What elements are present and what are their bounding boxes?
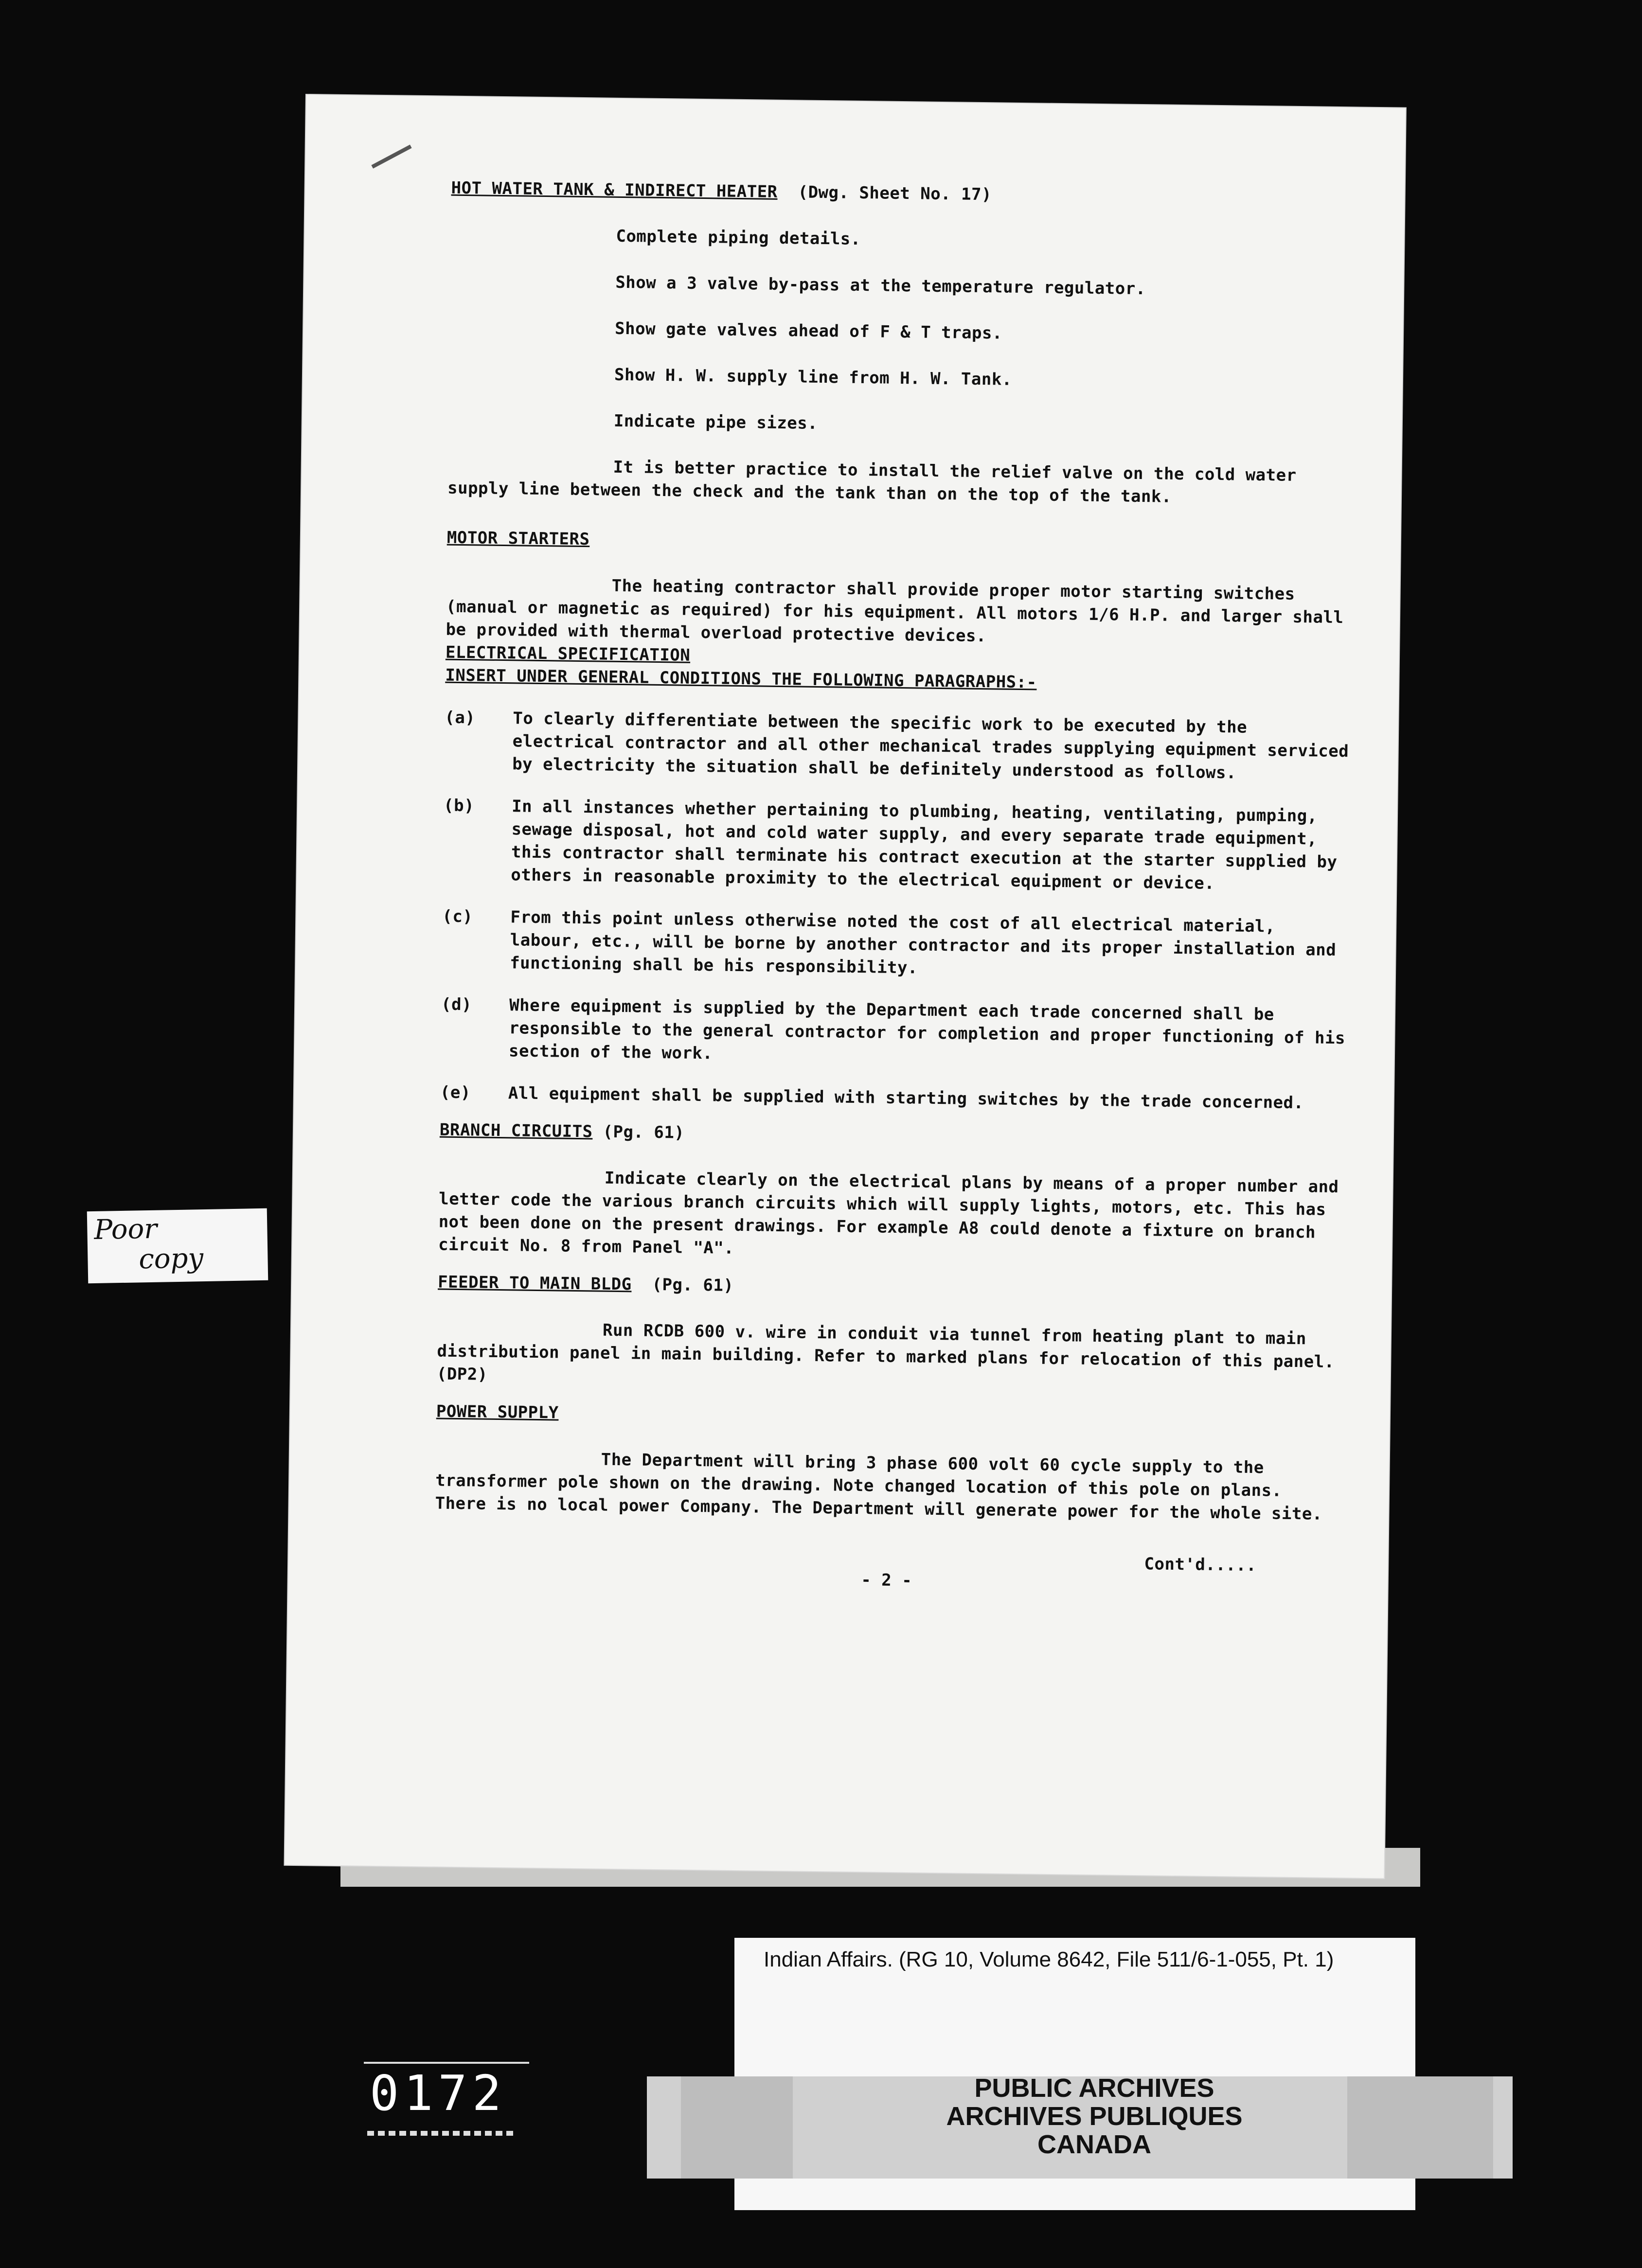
heading-ref: (Pg. 61) xyxy=(652,1275,734,1295)
section-heading-hot-water xyxy=(451,177,1356,211)
item-label: (c) xyxy=(442,906,473,927)
item-label: (b) xyxy=(443,796,475,816)
list-item: Show gate valves ahead of F & T traps. xyxy=(614,319,1003,343)
archives-stamp xyxy=(778,2074,1410,2159)
section-heading-electrical: ELECTRICAL SPECIFICATION xyxy=(445,642,691,665)
item-text: Where equipment is supplied by the Department each trade concerned shall be responsible to the general contractor for completion and proper functioning of his section of the work. xyxy=(508,995,1346,1063)
heading-text: FEEDER TO MAIN BLDG xyxy=(437,1272,632,1294)
feeder-paragraph: Run RCDB 600 v. wire in conduit via tunnel from heating plant to main distribution panel in main building. Refer to marked plans for relocation of this panel. (DP2) xyxy=(436,1320,1345,1384)
heading-ref: (Pg. 61) xyxy=(603,1122,685,1143)
item-text: To clearly differentiate between the specific work to be executed by the electrical contractor and all other mechanical trades supplying equipment serviced by electricity the situation shall be definitely understood as follows. xyxy=(512,709,1349,783)
archive-reference: Indian Affairs. (RG 10, Volume 8642, File 511/6-1-055, Pt. 1) xyxy=(764,1948,1334,1971)
item-text: In all instances whether pertaining to plumbing, heating, ventilating, pumping, sewage disposal, hot and cold water supply, and every separate trade equipment, this contractor shall terminate his contract execution at the starter supplied by others in reasonable proximity to the electrical equipment or device. xyxy=(511,797,1338,893)
film-sprockets xyxy=(367,2131,513,2136)
section-heading-branch xyxy=(440,1119,1344,1153)
relief-paragraph: It is better practice to install the relief valve on the cold water supply line between the check and the tank than on the top of the tank. xyxy=(447,457,1307,507)
power-paragraph: The Department will bring 3 phase 600 volt 60 cycle supply to the transformer pole shown on the drawing. Note changed location of this pole on plans. There is no local power Company. The Department will generate power for the whole site. xyxy=(435,1450,1323,1524)
heading-text: HOT WATER TANK & INDIRECT HEATER xyxy=(451,178,778,202)
list-item: Show a 3 valve by-pass at the temperature regulator. xyxy=(615,272,1146,299)
stamp-line-2: ARCHIVES PUBLIQUES xyxy=(946,2102,1243,2131)
frame-number: 0172 xyxy=(370,2065,506,2122)
sticker-line-1: Poor xyxy=(93,1213,158,1246)
list-item xyxy=(441,993,1346,1073)
document-page xyxy=(285,95,1406,1878)
heading-ref: (Dwg. Sheet No. 17) xyxy=(798,182,992,205)
band-left-block xyxy=(681,2076,793,2179)
list-item xyxy=(440,1081,1345,1116)
item-text: All equipment shall be supplied with starting switches by the trade concerned. xyxy=(508,1083,1304,1113)
motor-paragraph: The heating contractor shall provide proper motor starting switches (manual or magnetic as required) for his equipment. All motors 1/6 H.P. and larger shall be provided with thermal overload protective devices. xyxy=(446,576,1354,646)
stamp-line-1: PUBLIC ARCHIVES xyxy=(974,2073,1214,2103)
poor-copy-sticker xyxy=(87,1208,268,1283)
section-heading-feeder xyxy=(438,1271,1342,1305)
section-heading-motor: MOTOR STARTERS xyxy=(446,528,590,549)
stamp-line-3: CANADA xyxy=(1037,2130,1151,2159)
list-item: Complete piping details. xyxy=(616,226,861,249)
continued-note: Cont'd..... xyxy=(1144,1554,1257,1576)
list-item xyxy=(443,795,1348,897)
section-heading-power: POWER SUPPLY xyxy=(436,1401,559,1423)
list-item xyxy=(442,905,1347,985)
section-subheading-electrical: INSERT UNDER GENERAL CONDITIONS THE FOLLOWING PARAGRAPHS:- xyxy=(445,665,1037,692)
page-number: - 2 - xyxy=(861,1570,912,1591)
item-label: (a) xyxy=(445,708,476,728)
item-label: (e) xyxy=(440,1082,471,1103)
list-item: Show H. W. supply line from H. W. Tank. xyxy=(614,365,1013,390)
page-footer xyxy=(434,1554,1339,1597)
list-item xyxy=(444,707,1350,786)
sticker-line-2: copy xyxy=(138,1242,204,1276)
heading-text: BRANCH CIRCUITS xyxy=(439,1120,593,1142)
item-label: (d) xyxy=(441,994,472,1015)
branch-paragraph: Indicate clearly on the electrical plans by means of a proper number and letter code the various branch circuits which will supply lights, motors, etc. This has not been done on the present drawings. For example A8 could denote a fixture on branch circuit No. 8 from Panel "A". xyxy=(438,1168,1349,1258)
document-body xyxy=(434,177,1356,1598)
list-item: Indicate pipe sizes. xyxy=(613,411,818,433)
item-text: From this point unless otherwise noted the cost of all electrical material, labour, etc., will be borne by another contractor and its proper installation and functioning shall be his responsibility. xyxy=(509,907,1337,978)
